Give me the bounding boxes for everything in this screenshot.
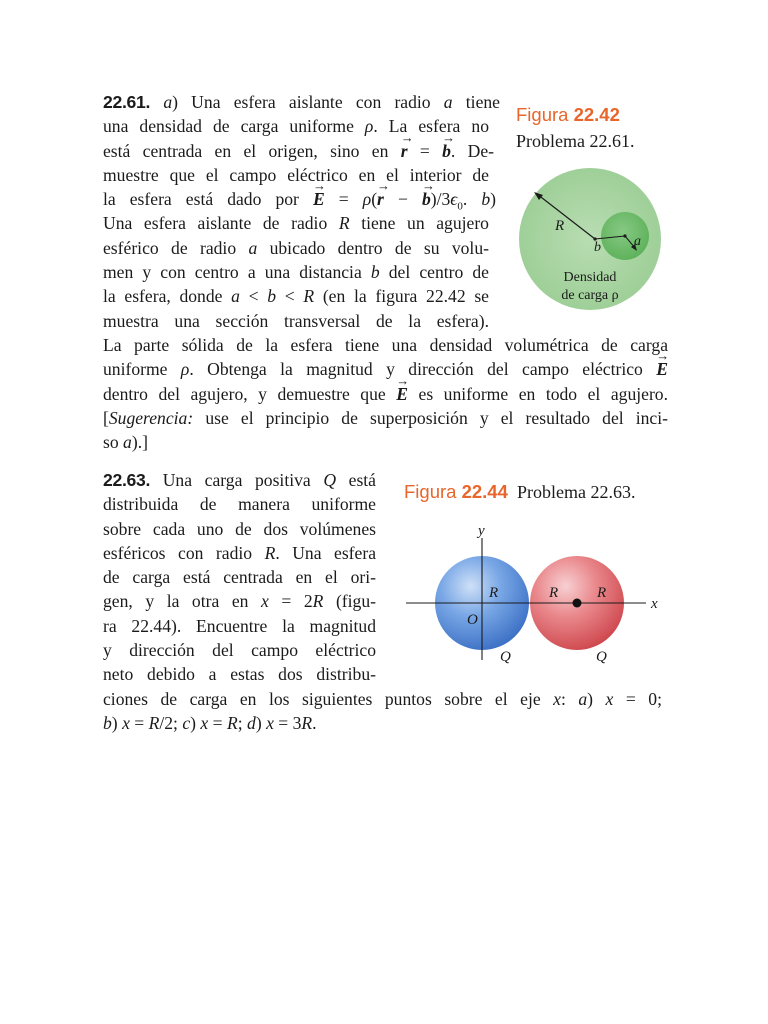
problem-22-61-line-11: La parte sólida de la esfera tiene una densidad volumétrica de carga (103, 334, 668, 355)
figure-22-42-caption: Problema 22.61. (516, 131, 635, 151)
problem-22-63-line-3: sobre cada uno de dos volúmenes (103, 518, 376, 539)
problem-22-63-line-6: gen, y la otra en x = 2R (figu- (103, 591, 376, 612)
problem-22-61-line-8: men y con centro a una distancia b del centro de (103, 262, 489, 283)
figure-word: Figura (516, 104, 569, 125)
problem-22-63-line-9: neto debido a estas dos distribu- (103, 664, 376, 685)
problem-22-63-line-5: de carga está centrada en el ori- (103, 567, 376, 588)
label-Q-right: Q (596, 649, 607, 665)
label-O: O (467, 612, 478, 628)
problem-22-61-line-7: esférico de radio a ubicado dentro de su volu- (103, 237, 489, 258)
problem-22-63-line-2: distribuida de manera uniforme (103, 494, 376, 515)
right-center-dot (573, 599, 582, 608)
problem-22-61-line-6: Una esfera aislante de radio R tiene un agujero (103, 213, 489, 234)
problem-22-61-line-10: muestra una sección transversal de la esfera). (103, 310, 489, 331)
problem-22-63-line-8: y dirección del campo eléctrico (103, 640, 376, 661)
problem-22-61-line-3: está centrada en el origen, sino en → r = → b. De- (103, 139, 494, 163)
density-label-line-1: Densidad (563, 270, 617, 285)
label-a: a (634, 234, 641, 249)
figure-22-44-title (404, 481, 636, 503)
problem-22-61-line-15: so a).] (103, 432, 148, 453)
problem-22-63-line-4: esféricos con radio R. Una esfera (103, 542, 376, 563)
axis-y-label: y (478, 523, 485, 539)
problem-22-61-line-1: 22.61. a) Una esfera aislante con radio a tiene (103, 92, 500, 112)
label-R-middle: R (549, 585, 559, 601)
problem-22-61-line-2: una densidad de carga uniforme ρ. La esfera no (103, 116, 489, 137)
label-b: b (594, 240, 601, 255)
figure-22-42-diagram (510, 160, 670, 320)
label-R: R (555, 218, 565, 234)
problem-22-63-line-1: 22.63. Una carga positiva Q está (103, 470, 376, 490)
problem-number: 22.63. (103, 470, 151, 490)
problem-22-63-line-10: ciones de carga en los siguientes puntos sobre el eje x: a) x = 0; (103, 688, 662, 709)
figure-word: Figura (404, 481, 457, 502)
problem-22-63-line-11: b) x = R/2; c) x = R; d) x = 3R. (103, 712, 317, 733)
problem-22-61-line-9: la esfera, donde a < b < R (en la figura 22.42 se (103, 286, 489, 307)
figure-22-44-caption: Problema 22.63. (517, 482, 636, 502)
axis-x-label: x (651, 596, 658, 612)
problem-22-61-line-4: muestre que el campo eléctrico en el interior de (103, 164, 489, 185)
figure-number: 22.44 (461, 481, 508, 502)
problem-22-63-line-7: ra 22.44). Encuentre la magnitud (103, 615, 376, 636)
figure-number: 22.42 (573, 104, 620, 125)
label-R-left: R (489, 585, 499, 601)
label-Q-left: Q (500, 649, 511, 665)
label-R-right: R (597, 585, 607, 601)
problem-number: 22.61. (103, 92, 151, 112)
problem-22-61-line-12: uniforme ρ. Obtenga la magnitud y dirección del campo eléctrico → E (103, 357, 668, 381)
figure-22-42-title (516, 104, 620, 126)
density-label-line-2: de carga ρ (561, 288, 619, 303)
problem-22-61-line-13: dentro del agujero, y demuestre que → E es uniforme en todo el agujero. (103, 382, 668, 406)
figure-22-44-diagram (400, 518, 670, 668)
problem-22-61-line-5: la esfera está dado por → E = ρ(→ r − → $b)/3\epsilon_0$. b) (103, 187, 496, 211)
problem-22-61-line-14: [Sugerencia: use el principio de superposición y el resultado del inci- (103, 407, 668, 428)
